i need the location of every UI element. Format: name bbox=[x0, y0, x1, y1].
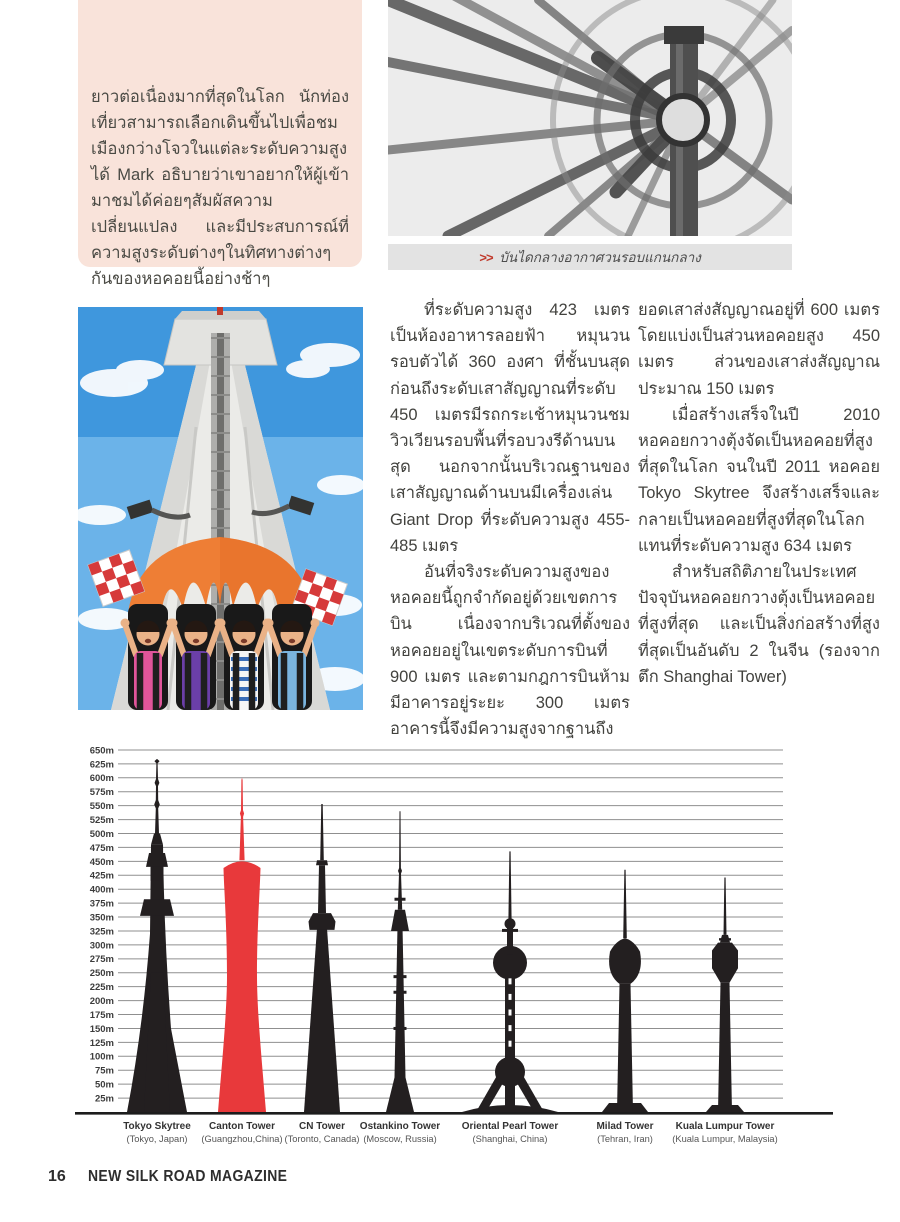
chart-svg bbox=[70, 740, 850, 1170]
y-axis-tick-label: 75m bbox=[94, 1065, 114, 1077]
y-axis-tick-label: 250m bbox=[89, 968, 114, 980]
y-axis-tick-label: 25m bbox=[94, 1093, 114, 1105]
tower-location-label: (Toronto, Canada) bbox=[284, 1134, 360, 1144]
caption-text: บันไดกลางอากาศวนรอบแกนกลาง bbox=[499, 250, 701, 265]
y-axis-tick-label: 300m bbox=[89, 940, 114, 952]
y-axis-tick-label: 525m bbox=[89, 814, 114, 826]
tower-silhouette-skytree bbox=[123, 759, 191, 1144]
y-axis-tick-label: 150m bbox=[89, 1023, 114, 1035]
tower-location-label: (Guangzhou,China) bbox=[201, 1134, 283, 1144]
rider bbox=[169, 604, 224, 710]
y-axis-tick-label: 375m bbox=[89, 898, 114, 910]
y-axis-tick-label: 350m bbox=[89, 912, 114, 924]
article-paragraph: อันที่จริงระดับความสูงของหอคอยนี้ถูกจำกัดอยู่ด้วยเขตการบิน เนื่องจากบริเวณที่ตั้งของหอคอยอยู่ในเขตระดับการบินที่ 900 เมตร และตามกฎการบินห้ามมีอาคารอยู่ระยะ 300 เมตร อาคารนี้จึงมีความสูงจากฐานถึง bbox=[390, 563, 630, 739]
article-column-1 bbox=[390, 297, 630, 742]
tower-silhouette-cn bbox=[285, 804, 360, 1144]
tower-name-label: Tokyo Skytree bbox=[123, 1121, 191, 1132]
tower-name-label: Ostankino Tower bbox=[359, 1121, 441, 1132]
tower-silhouette-milad bbox=[596, 870, 653, 1144]
height-comparison-chart bbox=[70, 740, 850, 1170]
page-number: 16 bbox=[48, 1168, 66, 1185]
chart-gridlines bbox=[90, 745, 783, 1104]
article-paragraph: ที่ระดับความสูง 423 เมตร เป็นห้องอาหารลอยฟ้า หมุนวนรอบตัวได้ 360 องศา ที่ชั้นบนสุดก่อนถึงระดับเสาสัญญาณที่ระดับ 450 เมตรมีรถกระเช้าหมุนวนชมวิวเวียนรอบพื้นที่รอบวงรีด้านบนสุด นอกจากนั้นบริเวณฐานของเสาสัญญาณด้านบนมีเครื่องเล่น Giant Drop ที่ระดับความสูง 455-485 เมตร bbox=[390, 301, 630, 555]
y-axis-tick-label: 325m bbox=[89, 926, 114, 938]
intro-text: ยาวต่อเนื่องมากที่สุดในโลก นักท่องเที่ยวสามารถเลือกเดินขึ้นไปเพื่อชมเมืองกว่างโจวในแต่ละระดับความสูงได้ Mark อธิบายว่าเขาอยากให้ผู้เข้ามาชมได้ค่อยๆสัมผัสความเปลี่ยนแปลง และมีประสบการณ์ที่ความสูงระดับต่างๆในทิศทางต่างๆกันของหอคอยนี้อย่างช้าๆ bbox=[91, 88, 349, 288]
tower-location-label: (Tehran, Iran) bbox=[597, 1134, 653, 1144]
y-axis-tick-label: 125m bbox=[89, 1037, 114, 1049]
tower-name-label: Milad Tower bbox=[596, 1121, 654, 1132]
tower-name-label: CN Tower bbox=[299, 1121, 345, 1132]
y-axis-tick-label: 425m bbox=[89, 870, 114, 882]
y-axis-tick-label: 500m bbox=[89, 828, 114, 840]
y-axis-tick-label: 225m bbox=[89, 982, 114, 994]
tower-silhouette-pearl bbox=[462, 851, 559, 1144]
tower-location-label: (Moscow, Russia) bbox=[363, 1134, 437, 1144]
y-axis-tick-label: 575m bbox=[89, 787, 114, 799]
page-footer bbox=[48, 1168, 309, 1186]
article-column-2 bbox=[638, 297, 880, 690]
ride-photo-giant-drop bbox=[78, 307, 363, 710]
y-axis-tick-label: 400m bbox=[89, 884, 114, 896]
ride-photo-illustration bbox=[78, 307, 363, 710]
y-axis-tick-label: 550m bbox=[89, 801, 114, 813]
photo-caption-bar bbox=[388, 244, 792, 270]
y-axis-tick-label: 600m bbox=[89, 773, 114, 785]
y-axis-tick-label: 275m bbox=[89, 954, 114, 966]
caption-arrow-icon: >> bbox=[479, 249, 493, 265]
article-paragraph: สำหรับสถิติภายในประเทศ ปัจจุบันหอคอยกวางตุ้งเป็นหอคอยที่สูงที่สุด และเป็นสิ่งก่อสร้างที่สูงที่สุดเป็นอันดับ 2 ในจีน (รองจากตึก Shanghai Tower) bbox=[638, 563, 880, 686]
rider bbox=[121, 604, 176, 710]
y-axis-tick-label: 50m bbox=[94, 1079, 114, 1091]
rider bbox=[265, 604, 320, 710]
hero-photo-steel-lattice bbox=[388, 0, 792, 236]
tower-silhouette-canton bbox=[201, 778, 282, 1144]
rider bbox=[217, 604, 272, 710]
tower-name-label: Kuala Lumpur Tower bbox=[675, 1121, 775, 1132]
magazine-title: NEW SILK ROAD MAGAZINE bbox=[87, 1168, 288, 1185]
y-axis-tick-label: 200m bbox=[89, 996, 114, 1007]
y-axis-tick-label: 625m bbox=[89, 759, 114, 771]
tower-name-label: Oriental Pearl Tower bbox=[461, 1121, 559, 1132]
y-axis-tick-label: 450m bbox=[89, 856, 114, 868]
hero-photo-illustration bbox=[388, 0, 792, 236]
y-axis-tick-label: 475m bbox=[89, 842, 114, 854]
tower-location-label: (Shanghai, China) bbox=[472, 1134, 548, 1144]
article-paragraph: เมื่อสร้างเสร็จในปี 2010 หอคอยกวางตุ้งจัดเป็นหอคอยที่สูงที่สุดในโลก จนในปี 2011 หอคอย Tokyo Skytree จึงสร้างเสร็จและกลายเป็นหอคอยที่สูงที่สุดในโลกแทนที่ระดับความสูง 634 เมตร bbox=[638, 405, 880, 555]
y-axis-tick-label: 100m bbox=[89, 1051, 114, 1063]
y-axis-tick-label: 175m bbox=[89, 1009, 114, 1021]
tower-location-label: (Tokyo, Japan) bbox=[126, 1134, 188, 1144]
intro-box bbox=[78, 0, 362, 288]
article-paragraph: ยอดเสาส่งสัญญาณอยู่ที่ 600 เมตร โดยแบ่งเป็นส่วนหอคอยสูง 450 เมตร ส่วนของเสาส่งสัญญาณประมาณ 150 เมตร bbox=[638, 301, 880, 398]
tower-name-label: Canton Tower bbox=[209, 1121, 275, 1132]
tower-location-label: (Kuala Lumpur, Malaysia) bbox=[672, 1134, 778, 1144]
y-axis-tick-label: 650m bbox=[89, 745, 114, 757]
